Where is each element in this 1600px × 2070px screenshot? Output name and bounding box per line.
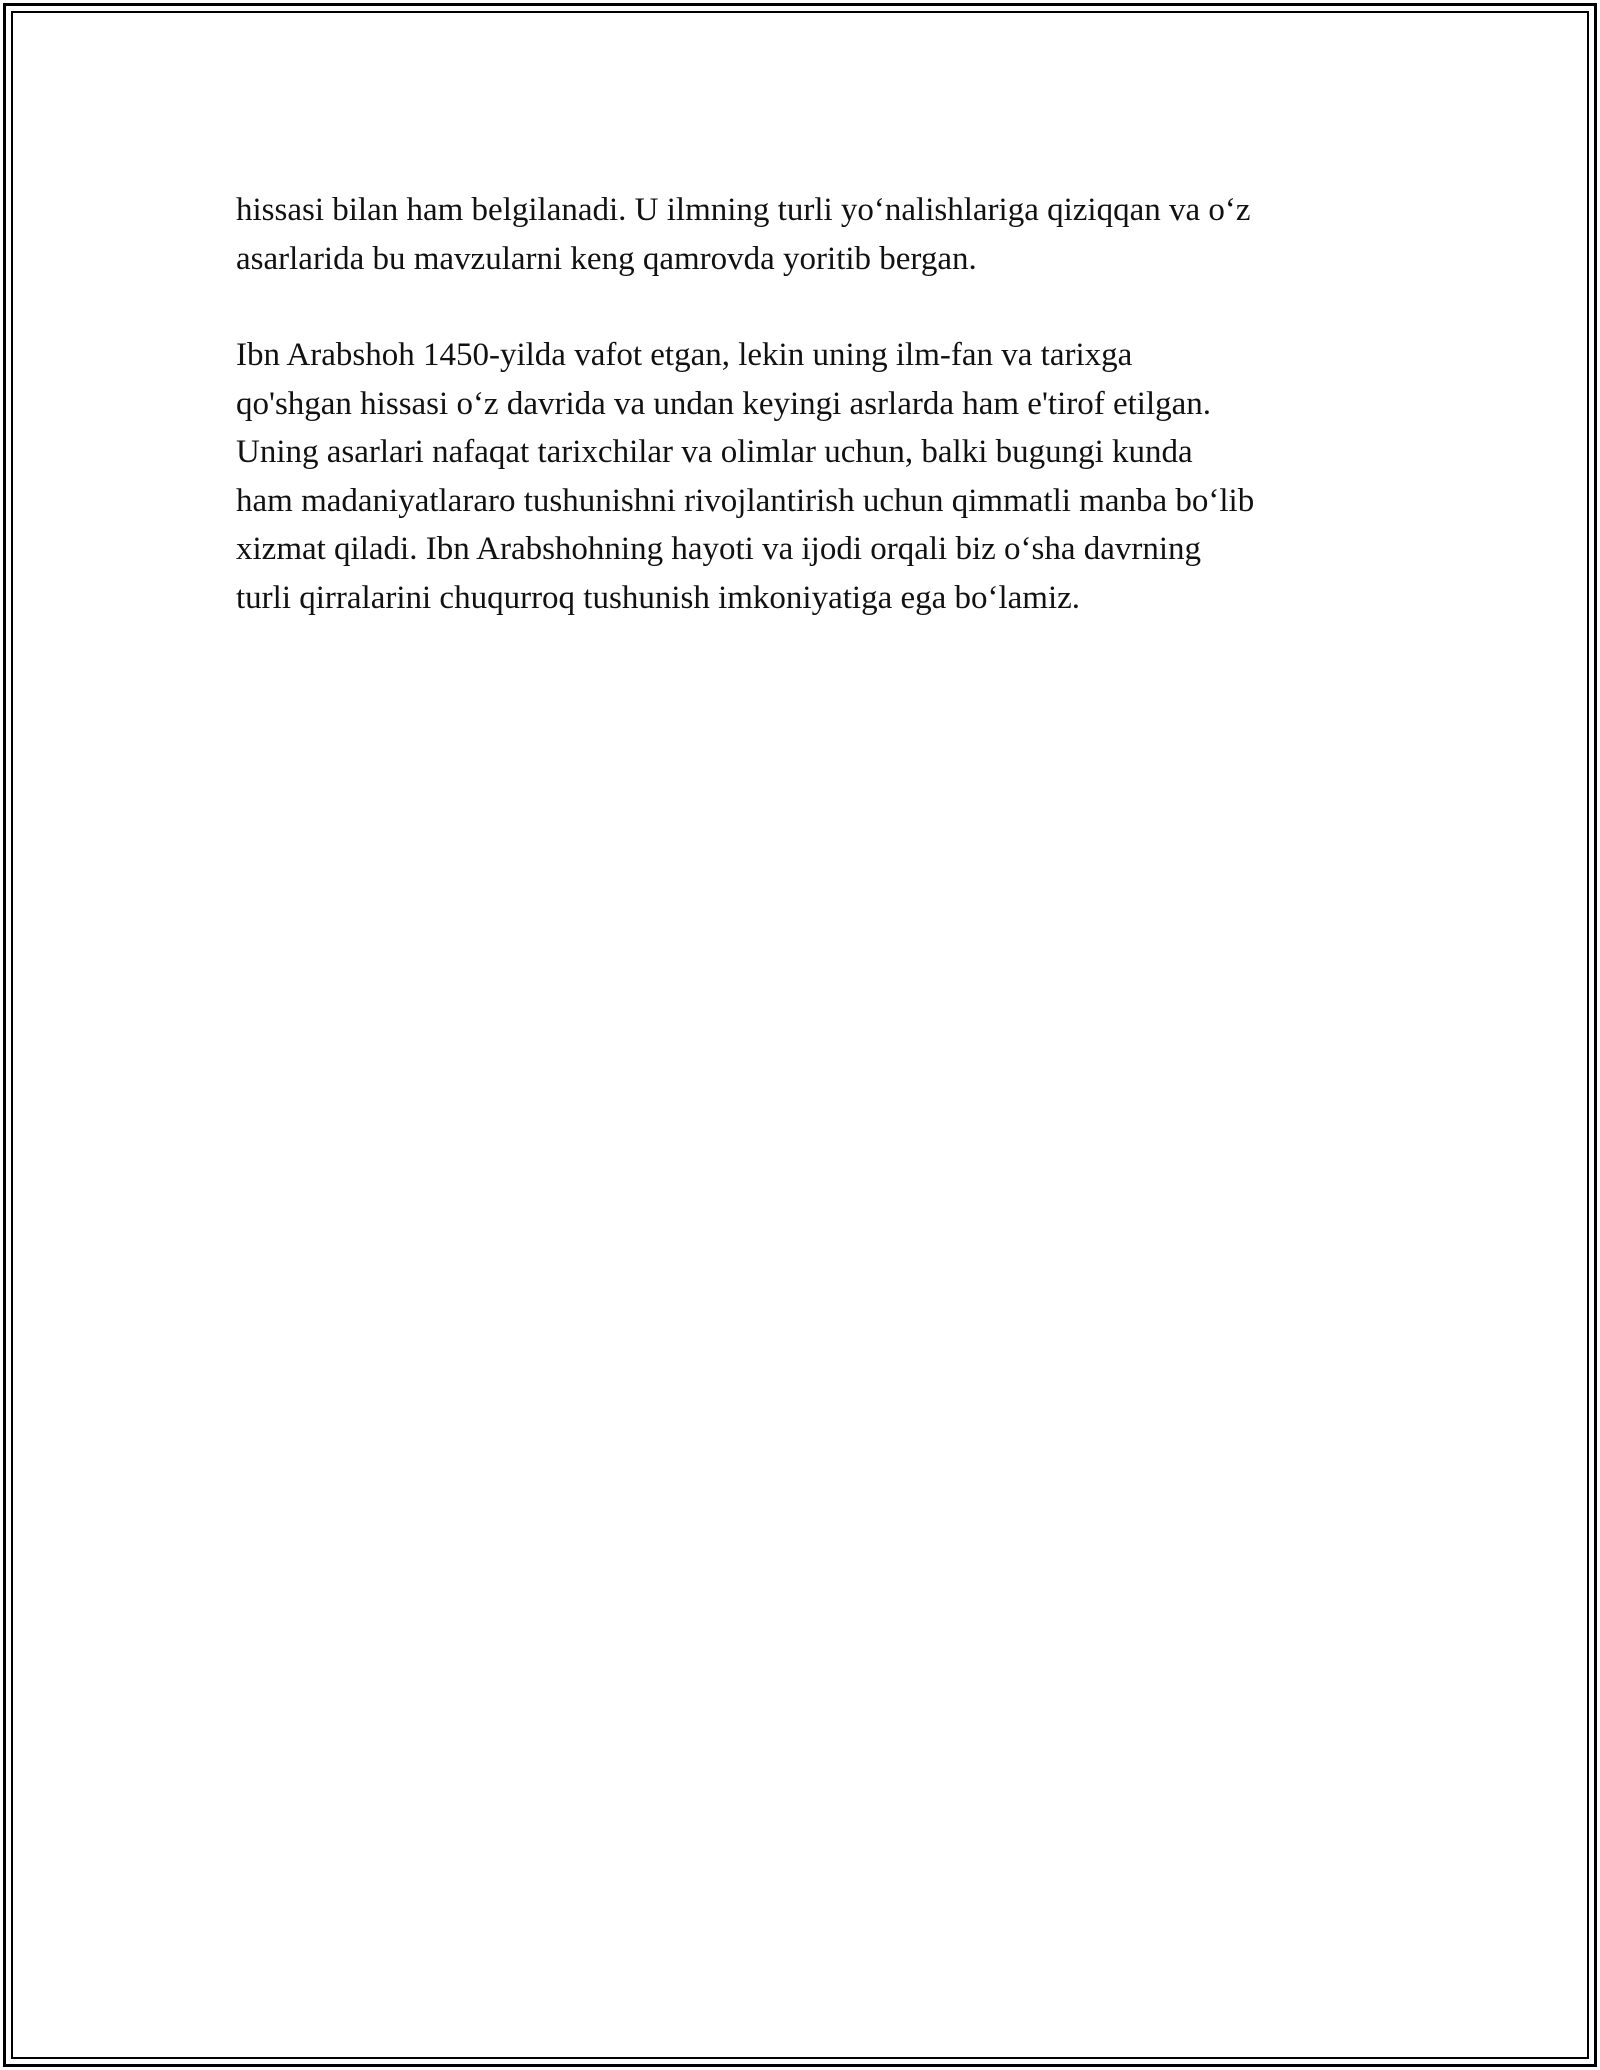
text-line: ham madaniyatlararo tushunishni rivojlantirish uchun qimmatli manba bo‘lib — [236, 482, 1255, 519]
text-line: qo'shgan hissasi o‘z davrida va undan keyingi asrlarda ham e'tirof etilgan. — [236, 385, 1212, 422]
text-line: Uning asarlari nafaqat tarixchilar va olimlar uchun, balki bugungi kunda — [236, 434, 1193, 470]
text-line: xizmat qiladi. Ibn Arabshohning hayoti va ijodi orqali biz o‘sha davrning — [236, 531, 1202, 567]
text-line: hissasi bilan ham belgilanadi. U ilmning turli yo‘nalishlariga qiziqqan va o‘z — [236, 192, 1251, 228]
text-line: asarlarida bu mavzularni keng qamrovda yoritib bergan. — [236, 240, 977, 277]
paragraph-2 — [236, 331, 1396, 622]
text-line: turli qirralarini chuqurroq tushunish imkoniyatiga ega bo‘lamiz. — [236, 579, 1081, 616]
text-line: Ibn Arabshoh 1450-yilda vafot etgan, lekin uning ilm-fan va tarixga — [236, 337, 1133, 373]
paragraph-1 — [236, 186, 1396, 283]
document-body — [236, 186, 1396, 622]
